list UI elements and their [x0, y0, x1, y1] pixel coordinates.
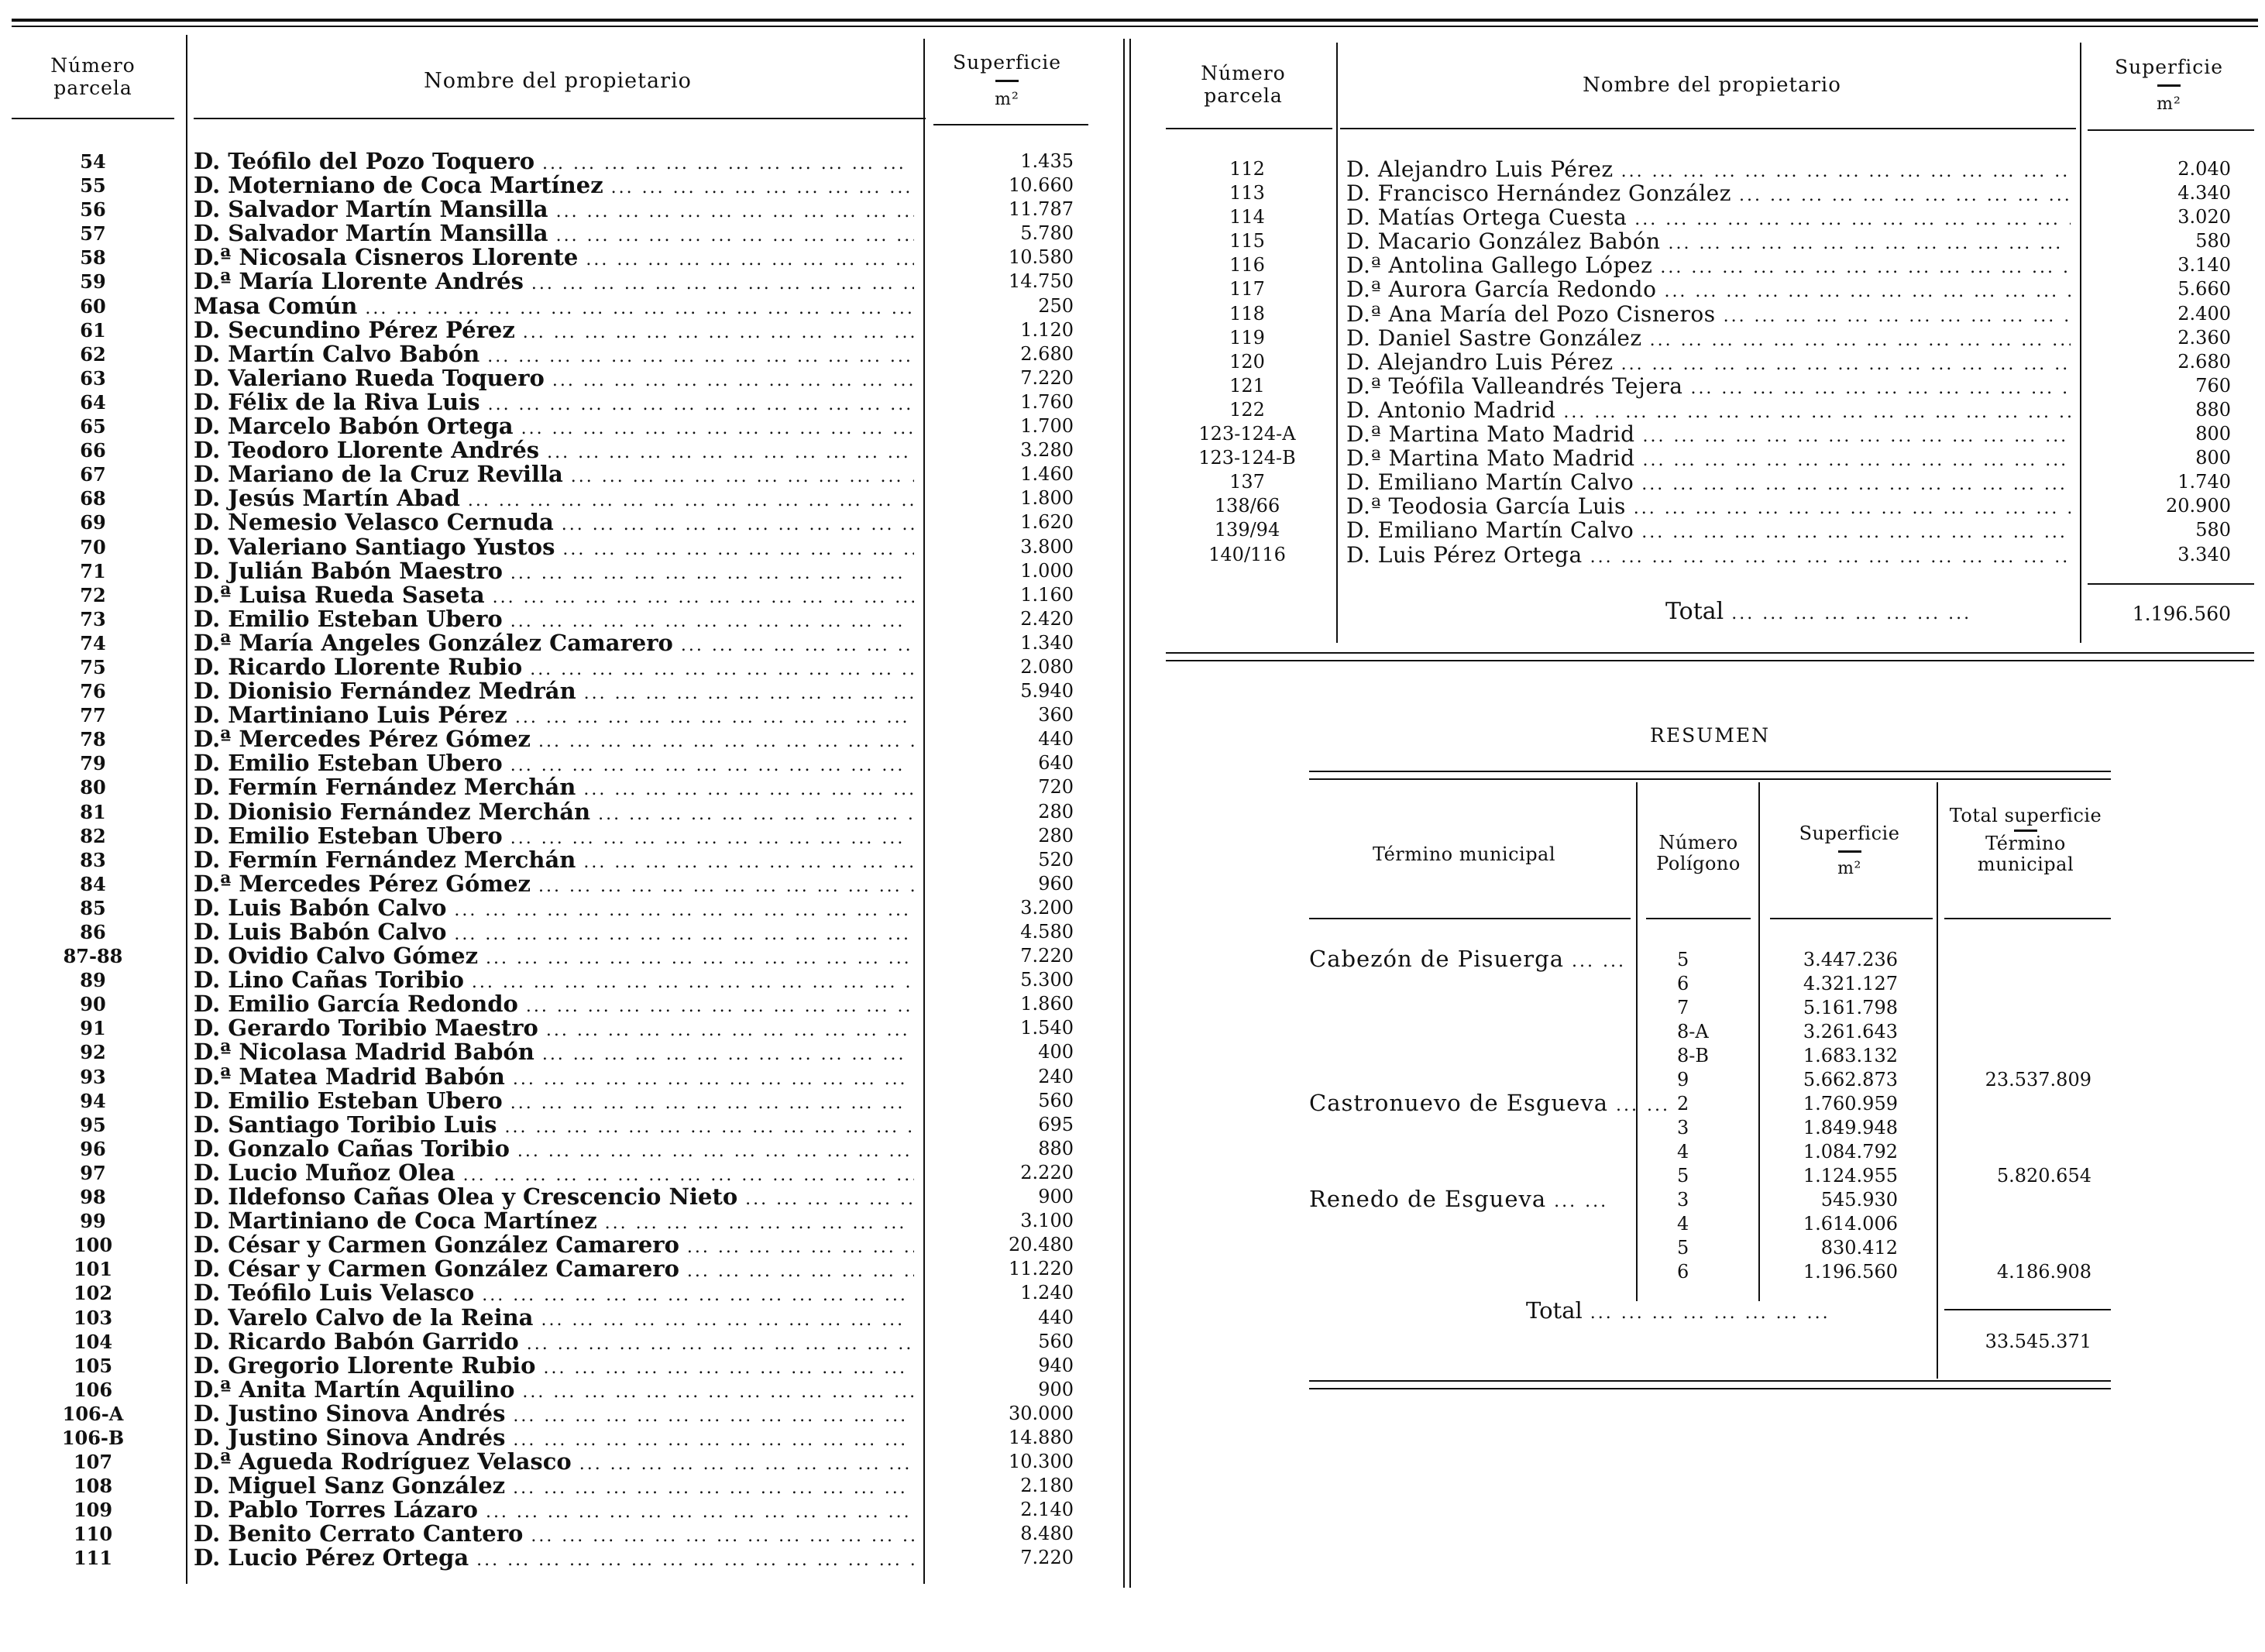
owner-name: D. Ildefonso Cañas Olea y Crescencio Nieto ... .	[194, 1185, 914, 1211]
parcela-area: 14.880	[1009, 1426, 1074, 1448]
owner-name: D. Pablo Torres Lázaro ... .	[194, 1498, 914, 1524]
parcela-number: 82	[80, 824, 106, 847]
parcela-area: 3.140	[2177, 254, 2231, 276]
owner-name: D.ª Mercedes Pérez Gómez ... .	[194, 872, 914, 898]
municipio-label: Renedo de Esgueva ... ...	[1309, 1186, 1609, 1212]
resumen-header-superficie: Superficie m²	[1799, 823, 1900, 878]
parcela-number: 83	[80, 848, 106, 871]
owner-name: D. Emiliano Martín Calvo ... .	[1346, 470, 2071, 496]
parcela-area: 4.340	[2177, 182, 2231, 204]
owner-name: D.ª Martina Mato Madrid ... .	[1346, 446, 2071, 472]
parcela-area: 8.480	[1020, 1523, 1074, 1545]
owner-name: D. Julián Babón Maestro ... .	[194, 559, 914, 586]
parcela-number: 97	[80, 1161, 106, 1184]
municipio-name: Castronuevo de Esgueva	[1309, 1090, 1608, 1116]
owner-name: D. Gerardo Toribio Maestro ... .	[194, 1016, 914, 1042]
parcela-number: 93	[80, 1065, 106, 1088]
parcela-area: 2.180	[1020, 1475, 1074, 1497]
parcela-area: 520	[1038, 848, 1074, 871]
owner-name: D. Fermín Fernández Merchán ... .	[194, 848, 914, 874]
parcela-area: 240	[1038, 1065, 1074, 1087]
parcela-number: 121	[1229, 374, 1265, 397]
owner-name: D. Moterniano de Coca Martínez ... .	[194, 173, 914, 200]
poligono-number: 5	[1677, 949, 1689, 970]
poligono-number: 4	[1677, 1141, 1689, 1163]
owner-name: D.ª María Llorente Andrés ... .	[194, 270, 914, 296]
parcela-area: 250	[1038, 294, 1074, 317]
owner-name: D. Dionisio Fernández Merchán ... .	[194, 800, 914, 826]
parcela-number: 103	[73, 1306, 113, 1329]
poligono-number: 3	[1677, 1189, 1689, 1211]
parcela-number: 107	[73, 1451, 113, 1474]
owner-name: D. Teófilo Luis Velasco ... .	[194, 1281, 914, 1307]
parcela-number: 94	[80, 1089, 106, 1112]
parcela-area: 3.800	[1020, 535, 1074, 558]
owner-name: D.ª María Angeles González Camarero ... .	[194, 631, 914, 658]
owner-name: D. Martiniano de Coca Martínez ... .	[194, 1209, 914, 1235]
parcela-number: 55	[80, 174, 106, 197]
owner-name: D. Lucio Muñoz Olea ... .	[194, 1161, 914, 1187]
parcela-number: 85	[80, 896, 106, 919]
parcela-number: 104	[73, 1330, 113, 1353]
parcela-area: 1.120	[1020, 318, 1074, 341]
owner-name: D. Luis Babón Calvo ... .	[194, 896, 914, 922]
parcela-number: 109	[73, 1499, 113, 1522]
parcela-area: 280	[1038, 800, 1074, 823]
owner-name: D.ª Teodosia García Luis ... .	[1346, 494, 2071, 520]
parcela-area: 10.300	[1009, 1451, 1074, 1473]
municipio-label: Castronuevo de Esgueva ... ...	[1309, 1090, 1670, 1116]
owner-name: D. Gregorio Llorente Rubio ... .	[194, 1354, 914, 1380]
parcela-number: 70	[80, 535, 106, 558]
poligono-superficie: 1.084.792	[1803, 1141, 1898, 1163]
poligono-superficie: 3.261.643	[1803, 1021, 1898, 1042]
owner-name: D. Emilio García Redondo ... .	[194, 992, 914, 1018]
owner-name: D.ª Antolina Gallego López ... .	[1346, 253, 2071, 280]
poligono-number: 6	[1677, 1261, 1689, 1283]
poligono-superficie: 4.321.127	[1803, 973, 1898, 994]
owner-name: D.ª Nicosala Cisneros Llorente ... .	[194, 246, 914, 272]
parcela-number: 106-B	[61, 1426, 125, 1449]
parcela-number: 140/116	[1208, 543, 1286, 565]
resumen-title: RESUMEN	[1650, 724, 1770, 747]
poligono-number: 3	[1677, 1117, 1689, 1139]
owner-name: D. Ovidio Calvo Gómez ... .	[194, 944, 914, 970]
parcela-number: 115	[1229, 230, 1265, 252]
parcela-area: 1.540	[1020, 1017, 1074, 1039]
owner-name: D. Luis Babón Calvo ... .	[194, 920, 914, 946]
owner-name: D.ª Nicolasa Madrid Babón ... .	[194, 1040, 914, 1066]
municipio-label: Cabezón de Pisuerga ... ...	[1309, 946, 1626, 972]
parcela-area: 1.620	[1020, 511, 1074, 534]
owner-name: D. Matías Ortega Cuesta ... .	[1346, 205, 2071, 232]
owner-name: D.ª Mercedes Pérez Gómez ... .	[194, 727, 914, 754]
owner-name: D. Valeriano Rueda Toquero ... .	[194, 366, 914, 393]
parcela-number: 100	[73, 1234, 113, 1257]
parcela-number: 138/66	[1214, 495, 1280, 517]
parcela-number: 105	[73, 1354, 113, 1377]
parcela-area: 2.400	[2177, 302, 2231, 325]
parcela-area: 3.100	[1020, 1210, 1074, 1232]
parcela-area: 11.220	[1009, 1258, 1074, 1280]
parcela-number: 74	[80, 631, 106, 654]
parcela-area: 3.340	[2177, 543, 2231, 565]
parcela-number: 99	[80, 1210, 106, 1233]
owner-name: D. Teodoro Llorente Andrés ... .	[194, 438, 914, 465]
parcela-number: 60	[80, 294, 106, 318]
poligono-superficie: 545.930	[1820, 1189, 1898, 1211]
resumen-header-poligono: Número Polígono	[1656, 832, 1741, 874]
parcela-area: 2.140	[1020, 1499, 1074, 1521]
parcela-number: 90	[80, 993, 106, 1016]
parcela-area: 2.220	[1020, 1161, 1074, 1183]
owner-name: D. Macario González Babón ... .	[1346, 229, 2071, 256]
parcela-area: 720	[1038, 776, 1074, 799]
parcela-number: 101	[73, 1258, 113, 1281]
poligono-superficie: 5.161.798	[1803, 997, 1898, 1018]
poligono-number: 8-B	[1677, 1045, 1710, 1066]
parcela-area: 440	[1038, 728, 1074, 750]
parcela-area: 5.780	[1020, 222, 1074, 245]
owner-name: D. Emilio Esteban Ubero ... .	[194, 751, 914, 778]
right-header-superficie: Superficie m²	[2114, 56, 2224, 114]
parcela-area: 880	[2195, 398, 2231, 421]
poligono-number: 7	[1677, 997, 1689, 1018]
parcela-number: 112	[1229, 158, 1265, 180]
parcela-number: 102	[73, 1282, 113, 1305]
parcela-area: 7.220	[1020, 945, 1074, 967]
owner-name: D. Francisco Hernández González ... .	[1346, 181, 2071, 208]
parcela-area: 5.300	[1020, 969, 1074, 991]
parcela-number: 98	[80, 1186, 106, 1209]
owner-name: D.ª Teófila Valleandrés Tejera ... .	[1346, 374, 2071, 400]
parcela-area: 11.787	[1009, 198, 1074, 221]
poligono-number: 5	[1677, 1237, 1689, 1259]
owner-name: D.ª Anita Martín Aquilino ... .	[194, 1378, 914, 1404]
parcela-area: 30.000	[1009, 1402, 1074, 1424]
parcela-number: 111	[73, 1547, 113, 1570]
municipio-total: 23.537.809	[1985, 1069, 2091, 1090]
owner-name: D. Félix de la Riva Luis ... .	[194, 390, 914, 417]
poligono-number: 5	[1677, 1165, 1689, 1187]
parcela-area: 10.660	[1009, 174, 1074, 197]
parcela-area: 1.760	[1020, 390, 1074, 413]
parcela-number: 120	[1229, 350, 1265, 373]
parcela-number: 106-A	[62, 1402, 124, 1425]
parcela-area: 2.040	[2177, 158, 2231, 180]
parcela-area: 1.435	[1020, 150, 1074, 172]
owner-name: D. Salvador Martín Mansilla ... .	[194, 197, 914, 224]
parcela-area: 4.580	[1020, 921, 1074, 943]
owner-name: D. Martiniano Luis Pérez ... .	[194, 703, 914, 730]
owner-name: D. Luis Pérez Ortega ... .	[1346, 543, 2071, 569]
parcela-number: 76	[80, 680, 106, 703]
resumen-header-termino: Término municipal	[1372, 843, 1556, 865]
owner-name: D. Alejandro Luis Pérez ... .	[1346, 350, 2071, 376]
parcela-area: 7.220	[1020, 366, 1074, 389]
right-header-numero: Número parcela	[1201, 62, 1286, 107]
parcela-area: 800	[2195, 423, 2231, 445]
parcela-number: 61	[80, 318, 106, 342]
parcela-number: 57	[80, 222, 106, 246]
parcela-area: 760	[2195, 374, 2231, 397]
poligono-superficie: 830.412	[1820, 1237, 1898, 1259]
owner-name: D.ª Agueda Rodríguez Velasco ... .	[194, 1450, 914, 1476]
parcela-area: 2.360	[2177, 326, 2231, 349]
parcela-number: 75	[80, 655, 106, 678]
parcela-area: 5.940	[1020, 680, 1074, 702]
parcela-number: 69	[80, 511, 106, 534]
left-header-superficie: Superficie m²	[952, 51, 1062, 109]
owner-name: D. Justino Sinova Andrés ... .	[194, 1426, 914, 1452]
owner-name: D. Gonzalo Cañas Toribio ... .	[194, 1137, 914, 1163]
parcela-area: 580	[2195, 230, 2231, 252]
parcela-area: 1.740	[2177, 471, 2231, 493]
owner-name: D. Emiliano Martín Calvo ... .	[1346, 518, 2071, 544]
parcela-number: 91	[80, 1017, 106, 1040]
parcela-number: 84	[80, 872, 106, 895]
parcela-number: 72	[80, 583, 106, 606]
poligono-superficie: 1.124.955	[1803, 1165, 1898, 1187]
parcela-area: 5.660	[2177, 278, 2231, 301]
owner-name: D. Ricardo Babón Garrido ... .	[194, 1330, 914, 1356]
parcela-number: 63	[80, 366, 106, 390]
parcela-number: 81	[80, 800, 106, 823]
parcela-area: 7.220	[1020, 1547, 1074, 1569]
parcela-number: 139/94	[1214, 519, 1280, 541]
parcela-area: 900	[1038, 1186, 1074, 1208]
owner-name: D.ª Ana María del Pozo Cisneros ... .	[1346, 302, 2071, 328]
poligono-number: 2	[1677, 1093, 1689, 1114]
owner-name: D. Marcelo Babón Ortega ... .	[194, 414, 914, 441]
parcela-area: 1.700	[1020, 415, 1074, 438]
right-header-nombre: Nombre del propietario	[1583, 74, 1841, 97]
parcela-number: 118	[1229, 302, 1265, 325]
owner-name: D.ª Martina Mato Madrid ... .	[1346, 422, 2071, 448]
parcela-area: 900	[1038, 1378, 1074, 1400]
parcela-number: 86	[80, 921, 106, 943]
owner-name: D. Teófilo del Pozo Toquero ... .	[194, 149, 914, 176]
owner-name: D. Salvador Martín Mansilla ... .	[194, 222, 914, 248]
parcela-area: 2.680	[2177, 350, 2231, 373]
parcela-number: 95	[80, 1113, 106, 1136]
parcela-number: 119	[1229, 326, 1265, 349]
parcela-area: 940	[1038, 1354, 1074, 1376]
parcela-number: 113	[1229, 182, 1265, 204]
parcela-number: 123-124-B	[1198, 447, 1296, 469]
parcela-number: 89	[80, 969, 106, 992]
owner-name: D. Mariano de la Cruz Revilla ... .	[194, 462, 914, 489]
parcela-area: 400	[1038, 1041, 1074, 1063]
parcela-area: 3.020	[2177, 206, 2231, 228]
poligono-superficie: 1.683.132	[1803, 1045, 1898, 1066]
parcela-number: 117	[1229, 278, 1265, 301]
parcela-number: 59	[80, 270, 106, 294]
poligono-superficie: 3.447.236	[1803, 949, 1898, 970]
parcela-number: 79	[80, 752, 106, 775]
parcela-area: 960	[1038, 872, 1074, 895]
top-rule-thin	[12, 26, 2258, 27]
parcela-area: 580	[2195, 519, 2231, 541]
owner-name: D. Valeriano Santiago Yustos ... .	[194, 535, 914, 562]
parcela-area: 1.860	[1020, 993, 1074, 1015]
poligono-number: 9	[1677, 1069, 1689, 1090]
owner-name: D.ª Matea Madrid Babón ... .	[194, 1065, 914, 1091]
parcela-number: 122	[1229, 398, 1265, 421]
owner-name: Masa Común ... .	[194, 294, 914, 321]
parcela-area: 1.000	[1020, 559, 1074, 582]
parcela-number: 58	[80, 246, 106, 270]
parcela-number: 96	[80, 1137, 106, 1160]
owner-name: D. Daniel Sastre González ... .	[1346, 326, 2071, 352]
parcela-area: 20.480	[1009, 1234, 1074, 1256]
owner-name: D. Emilio Esteban Ubero ... .	[194, 607, 914, 634]
right-total-label: Total ... ... ... ... ... ... ... ...	[1665, 598, 1972, 625]
owner-name: D. Emilio Esteban Ubero ... .	[194, 1089, 914, 1115]
parcela-number: 68	[80, 487, 106, 510]
parcela-area: 20.900	[2166, 495, 2231, 517]
municipio-total: 4.186.908	[1996, 1261, 2091, 1283]
parcela-number: 67	[80, 463, 106, 486]
parcela-number: 114	[1229, 206, 1265, 228]
parcela-number: 73	[80, 607, 106, 630]
poligono-number: 4	[1677, 1213, 1689, 1235]
owner-name: D. Emilio Esteban Ubero ... .	[194, 824, 914, 850]
owner-name: D. Fermín Fernández Merchán ... .	[194, 775, 914, 802]
parcela-number: 137	[1229, 471, 1265, 493]
parcela-area: 440	[1038, 1306, 1074, 1328]
owner-name: D. Martín Calvo Babón ... .	[194, 342, 914, 369]
municipio-name: Renedo de Esgueva	[1309, 1186, 1547, 1212]
parcela-number: 92	[80, 1041, 106, 1064]
poligono-superficie: 1.614.006	[1803, 1213, 1898, 1235]
municipio-name: Cabezón de Pisuerga	[1309, 946, 1565, 972]
parcela-number: 64	[80, 390, 106, 414]
parcela-area: 360	[1038, 704, 1074, 726]
left-header-nombre: Nombre del propietario	[424, 69, 692, 93]
owner-name: D. Justino Sinova Andrés ... .	[194, 1402, 914, 1428]
resumen-header-total: Total superficie Término municipal	[1949, 805, 2102, 875]
owner-name: D. Santiago Toribio Luis ... .	[194, 1113, 914, 1139]
poligono-number: 8-A	[1677, 1021, 1709, 1042]
resumen-total-label: Total ... ... ... ... ... ... ... ...	[1526, 1297, 1830, 1324]
owner-name: D. Miguel Sanz González ... .	[194, 1474, 914, 1500]
parcela-area: 1.340	[1020, 631, 1074, 654]
parcela-area: 560	[1038, 1330, 1074, 1352]
parcela-number: 106	[73, 1378, 113, 1401]
parcela-number: 56	[80, 198, 106, 222]
right-total-value: 1.196.560	[2132, 603, 2231, 625]
resumen-grand-total: 33.545.371	[1985, 1331, 2091, 1352]
parcela-area: 3.200	[1020, 896, 1074, 919]
parcela-area: 2.420	[1020, 607, 1074, 630]
owner-name: D. César y Carmen González Camarero ... .	[194, 1233, 914, 1259]
parcela-number: 54	[80, 150, 106, 173]
owner-name: D. Antonio Madrid ... .	[1346, 398, 2071, 424]
owner-name: D. Nemesio Velasco Cernuda ... .	[194, 510, 914, 537]
parcela-number: 66	[80, 439, 106, 462]
parcela-number: 62	[80, 342, 106, 366]
poligono-superficie: 1.849.948	[1803, 1117, 1898, 1139]
owner-name: D. Lino Cañas Toribio ... .	[194, 968, 914, 994]
poligono-number: 6	[1677, 973, 1689, 994]
parcela-area: 14.750	[1009, 270, 1074, 293]
owner-name: D. Lucio Pérez Ortega ... .	[194, 1546, 914, 1572]
owner-name: D.ª Aurora García Redondo ... .	[1346, 277, 2071, 304]
owner-name: D. Jesús Martín Abad ... .	[194, 486, 914, 513]
owner-name: D. Ricardo Llorente Rubio ... .	[194, 655, 914, 682]
parcela-area: 1.460	[1020, 463, 1074, 486]
parcela-area: 1.160	[1020, 583, 1074, 606]
top-rule	[12, 19, 2258, 22]
parcela-area: 280	[1038, 824, 1074, 847]
parcela-number: 78	[80, 728, 106, 751]
parcela-area: 10.580	[1009, 246, 1074, 269]
parcela-number: 110	[73, 1523, 113, 1546]
parcela-number: 77	[80, 704, 106, 727]
parcela-area: 695	[1038, 1113, 1074, 1135]
parcela-area: 640	[1038, 752, 1074, 774]
parcela-area: 2.080	[1020, 655, 1074, 678]
owner-name: D. César y Carmen González Camarero ... .	[194, 1257, 914, 1283]
poligono-superficie: 1.760.959	[1803, 1093, 1898, 1114]
parcela-number: 87-88	[63, 945, 123, 968]
parcela-area: 1.800	[1020, 487, 1074, 510]
poligono-superficie: 1.196.560	[1803, 1261, 1898, 1283]
parcela-area: 800	[2195, 447, 2231, 469]
owner-name: D.ª Luisa Rueda Saseta ... .	[194, 583, 914, 610]
parcela-area: 2.680	[1020, 342, 1074, 365]
owner-name: D. Alejandro Luis Pérez ... .	[1346, 157, 2071, 184]
left-header-numero: Número parcela	[50, 54, 136, 99]
parcela-area: 560	[1038, 1089, 1074, 1111]
poligono-superficie: 5.662.873	[1803, 1069, 1898, 1090]
owner-name: D. Dionisio Fernández Medrán ... .	[194, 679, 914, 706]
parcela-number: 108	[73, 1475, 113, 1498]
owner-name: D. Secundino Pérez Pérez ... .	[194, 318, 914, 345]
parcela-area: 3.280	[1020, 439, 1074, 462]
parcela-number: 71	[80, 559, 106, 582]
parcela-area: 1.240	[1020, 1282, 1074, 1304]
parcela-number: 123-124-A	[1198, 423, 1296, 445]
municipio-total: 5.820.654	[1996, 1165, 2091, 1187]
parcela-number: 116	[1229, 254, 1265, 276]
owner-name: D. Benito Cerrato Cantero ... .	[194, 1522, 914, 1548]
parcela-area: 880	[1038, 1137, 1074, 1159]
parcela-number: 80	[80, 776, 106, 799]
parcela-number: 65	[80, 415, 106, 438]
owner-name: D. Varelo Calvo de la Reina ... .	[194, 1306, 914, 1332]
